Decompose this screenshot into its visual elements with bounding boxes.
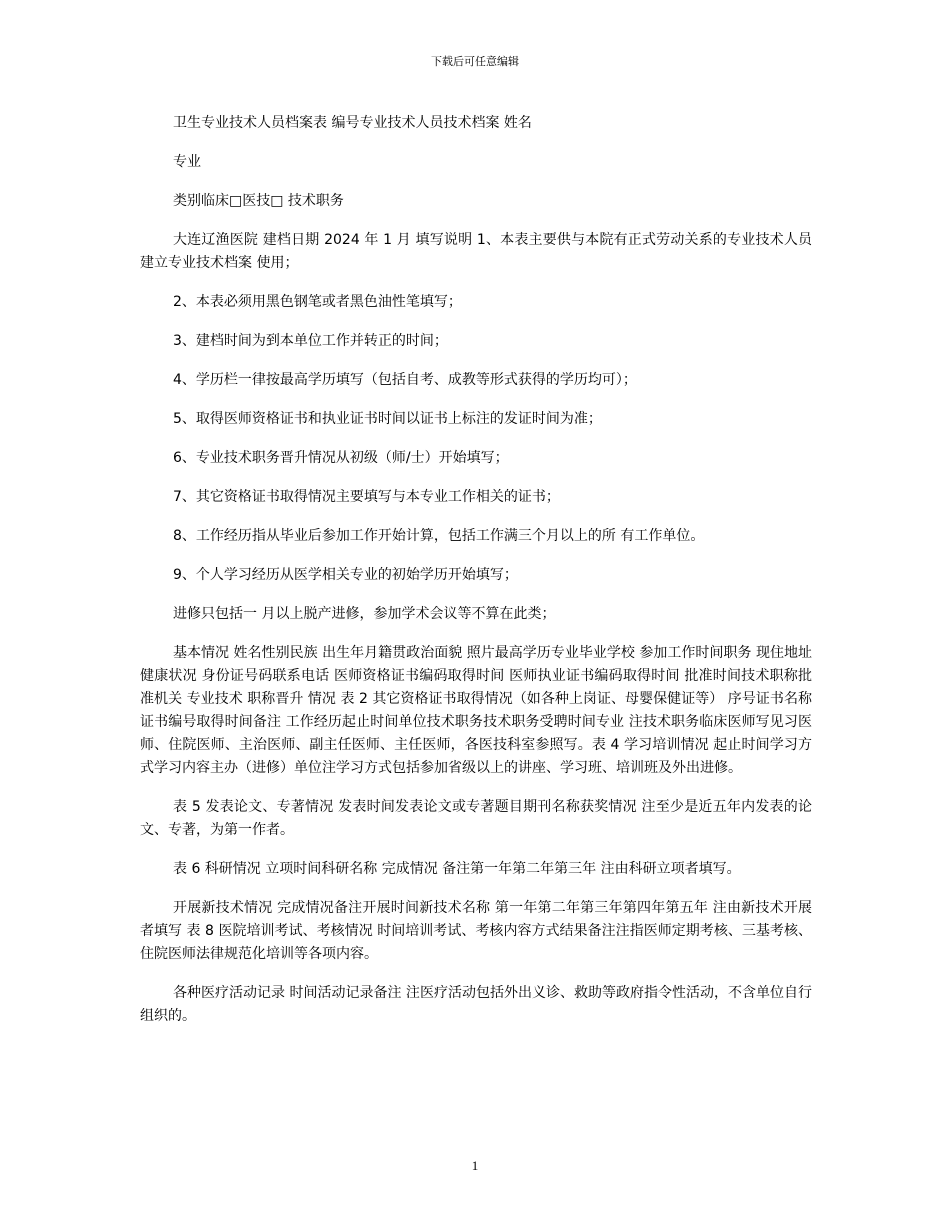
paragraph: 6、专业技术职务晋升情况从初级（师/士）开始填写；	[173, 450, 509, 466]
page-header: 下载后可任意编辑	[431, 55, 519, 68]
paragraph: 8、工作经历指从毕业后参加工作开始计算，包括工作满三个月以上的所 有工作单位。	[173, 528, 705, 544]
paragraph: 各种医疗活动记录 时间活动记录备注 注医疗活动包括外出义诊、救助等政府指令性活动，不含单位自行组织的。	[140, 985, 812, 1024]
paragraph: 5、取得医师资格证书和执业证书时间以证书上标注的发证时间为准；	[173, 411, 602, 427]
paragraph: 类别临床□医技□ 技术职务	[173, 193, 344, 209]
paragraph: 进修只包括一 月以上脱产进修，参加学术会议等不算在此类；	[173, 606, 556, 622]
paragraph: 3、建档时间为到本单位工作并转正的时间；	[173, 333, 448, 349]
paragraph: 基本情况 姓名性别民族 出生年月籍贯政治面貌 照片最高学历专业毕业学校 参加工作时间职务 现住地址健康状况 身份证号码联系电话 医师资格证书编码取得时间 医师执业证书编码取得时间 批准时间技术职称批准机关 专业技术 职称晋升 情况 表 2 其它资格证书取得情况（如各种上岗证、母婴保健证等） 序号证书名称证书编号取得时间备注 工作经历起止时间单位技术职务技术职务受聘时间专业 注技术职务临床医师写见习医师、住院医师、主治医师、副主任医师、主任医师，各医技科室参照写。表 4 学习培训情况 起止时间学习方式学习内容主办（进修）单位注学习方式包括参加省级以上的讲座、学习班、培训班及外出进修。	[140, 645, 812, 776]
paragraph: 表 5 发表论文、专著情况 发表时间发表论文或专著题目期刊名称获奖情况 注至少是近五年内发表的论文、专著，为第一作者。	[140, 799, 812, 838]
paragraph: 表 6 科研情况 立项时间科研名称 完成情况 备注第一年第二年第三年 注由科研立项者填写。	[173, 861, 741, 877]
paragraph: 大连辽渔医院 建档日期 2024 年 1 月 填写说明 1、本表主要供与本院有正式劳动关系的专业技术人员建立专业技术档案 使用；	[140, 232, 812, 271]
paragraph: 9、个人学习经历从医学相关专业的初始学历开始填写；	[173, 567, 518, 583]
paragraph: 专业	[173, 154, 201, 170]
page-number: 1	[471, 1158, 479, 1173]
paragraph: 2、本表必须用黑色钢笔或者黑色油性笔填写；	[173, 294, 462, 310]
paragraph: 4、学历栏一律按最高学历填写（包括自考、成教等形式获得的学历均可）；	[173, 372, 637, 388]
document-body	[140, 112, 812, 1044]
paragraph: 卫生专业技术人员档案表 编号专业技术人员技术档案 姓名	[173, 115, 532, 131]
paragraph: 开展新技术情况 完成情况备注开展时间新技术名称 第一年第二年第三年第四年第五年 注由新技术开展者填写 表 8 医院培训考试、考核情况 时间培训考试、考核内容方式结果备注注指医师定期考核、三基考核、住院医师法律规范化培训等各项内容。	[140, 900, 812, 962]
paragraph: 7、其它资格证书取得情况主要填写与本专业工作相关的证书；	[173, 489, 560, 505]
